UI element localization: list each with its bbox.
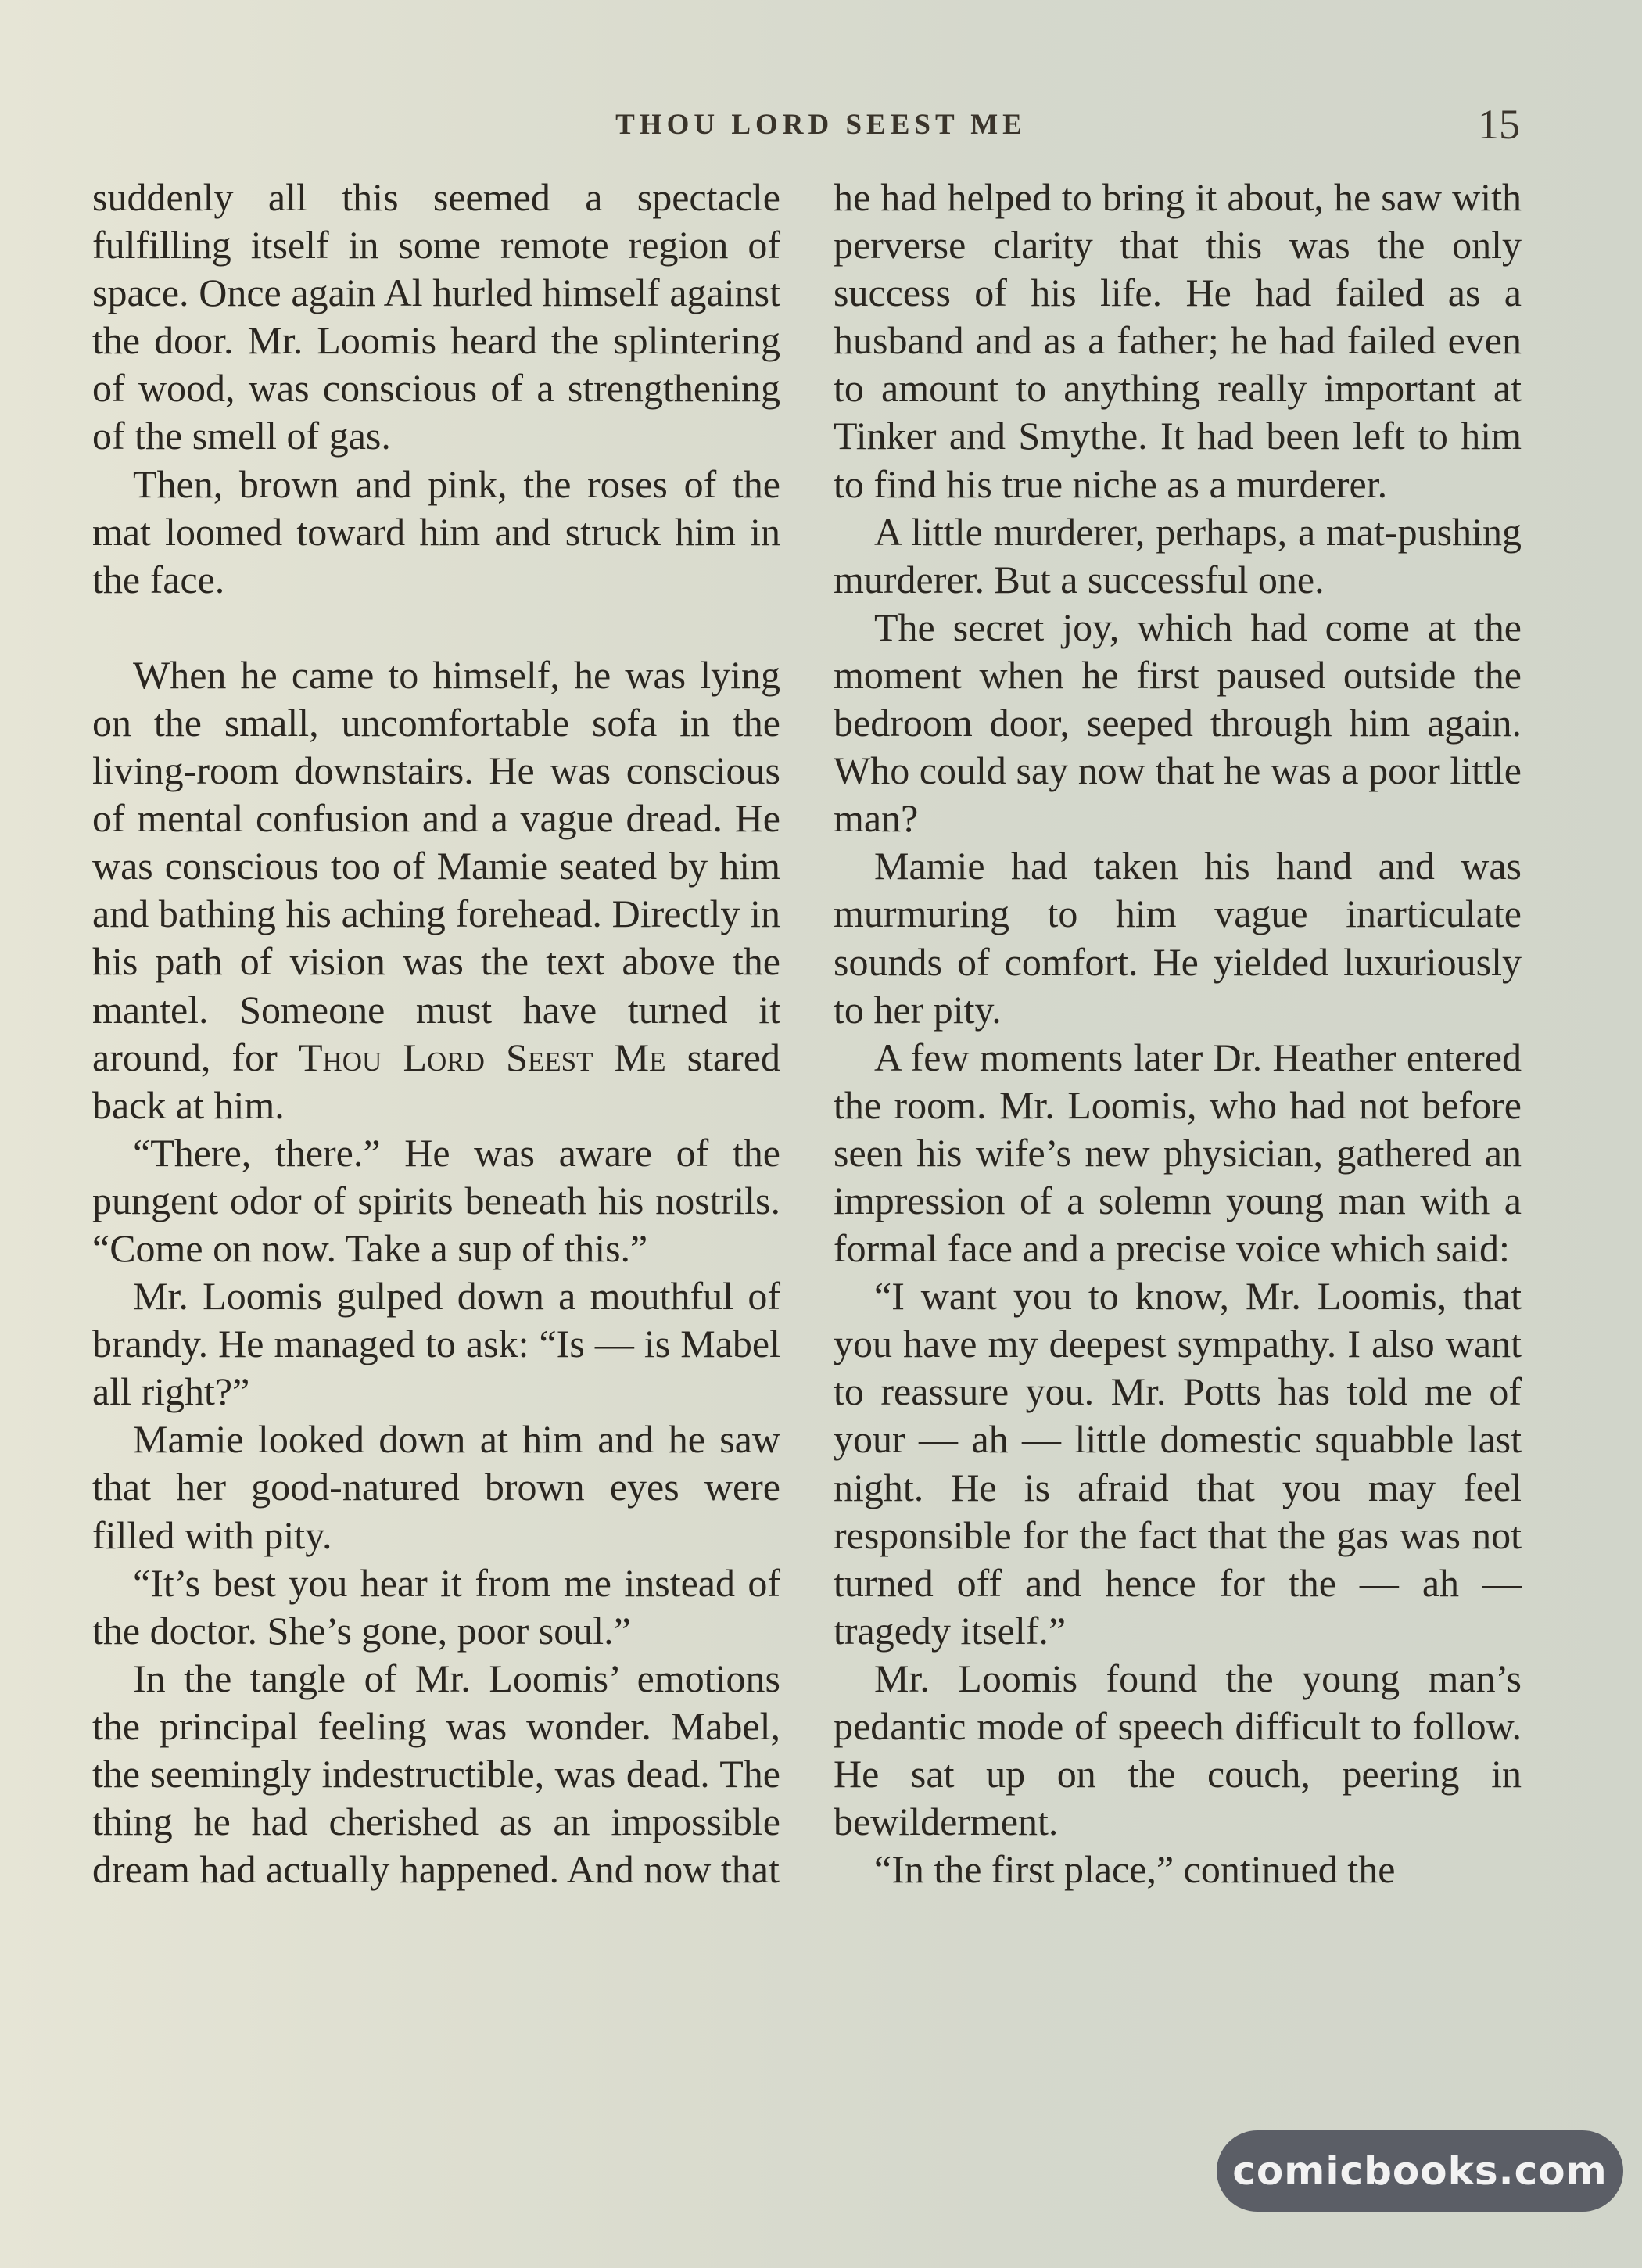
- left-column: [92, 174, 780, 1893]
- paragraph: [92, 651, 780, 1129]
- paragraph: “There, there.” He was aware of the pungent odor of spirits beneath his nostrils. “Come on now. Take a sup of this.”: [92, 1130, 780, 1270]
- paragraph: In the tangle of Mr. Loomis’ emotions the principal feeling was wonder. Mabel, the seemingly indestructible, was dead. The thing he had cherished as an impossible dream had actually happened. And now that: [92, 1656, 780, 1892]
- paragraph: he had helped to bring it about, he saw with perverse clarity that this was the only success of his life. He had failed as a husband and as a father; he had failed even to amount to anything really important at Tinker and Smythe. It had been left to him to find his true niche as a murderer.: [834, 175, 1522, 506]
- paragraph: suddenly all this seemed a spectacle fulfilling itself in some remote region of space. Once again Al hurled himself against the door. Mr. Loomis heard the splintering of wood, was conscious of a strengthening of the smell of gas.: [92, 175, 780, 458]
- paragraph: A little murderer, perhaps, a mat-pushing murderer. But a successful one.: [834, 509, 1522, 601]
- paragraph: “I want you to know, Mr. Loomis, that you have my deepest sympathy. I also want to reassure you. Mr. Potts has told me of your — ah — little domestic squabble last night. He is afraid that you may feel responsible for the fact that the gas was not turned off and hence for the — ah — tragedy itself.”: [834, 1274, 1522, 1653]
- paragraph: Mamie had taken his hand and was murmuring to him vague inarticulate sounds of comfort. He yielded luxuriously to her pity.: [834, 844, 1522, 1032]
- wall-text-title: Thou Lord Seest Me: [298, 1035, 666, 1079]
- paragraph: Mr. Loomis found the young man’s pedantic mode of speech difficult to follow. He sat up on the couch, peering in bewilderment.: [834, 1656, 1522, 1844]
- paragraph: “It’s best you hear it from me instead of the doctor. She’s gone, poor soul.”: [92, 1560, 780, 1653]
- watermark-badge: [1217, 2130, 1623, 2212]
- watermark-text: comicbooks.com: [1232, 2148, 1608, 2194]
- paragraph: The secret joy, which had come at the moment when he first paused outside the bedroom door, seeped through him again. Who could say now that he was a poor little man?: [834, 605, 1522, 841]
- paragraph: “In the first place,” continued the: [874, 1847, 1396, 1892]
- paragraph: Then, brown and pink, the roses of the mat loomed toward him and struck him in the face.: [92, 461, 780, 601]
- paragraph: Mr. Loomis gulped down a mouthful of brandy. He managed to ask: “Is — is Mabel all right?”: [92, 1274, 780, 1414]
- paragraph-text: When he came to himself, he was lying on the small, uncomfortable sofa in the living-room downstairs. He was conscious of mental confusion and a vague dread. He was conscious too of Mamie seated by him and bathing his aching forehead. Directly in his path of vision was the text above the mantel. Someone must have turned it around, for: [92, 652, 780, 1079]
- page-number: 15: [1478, 101, 1520, 148]
- paragraph-text: stared back at him.: [92, 1035, 781, 1127]
- running-head: THOU LORD SEEST ME: [615, 109, 1027, 141]
- paragraph: A few moments later Dr. Heather entered the room. Mr. Loomis, who had not before seen his wife’s new physician, gathered an impression of a solemn young man with a formal face and a precise voice which said:: [834, 1035, 1522, 1271]
- paragraph: Mamie looked down at him and he saw that her good-natured brown eyes were filled with pity.: [92, 1417, 780, 1557]
- right-column: [834, 174, 1522, 1893]
